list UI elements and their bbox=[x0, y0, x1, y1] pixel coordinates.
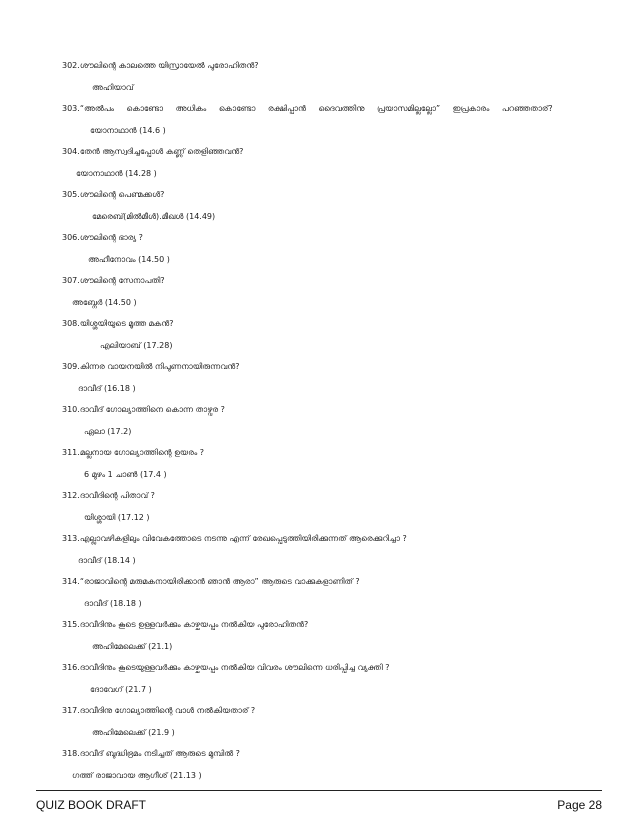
quiz-answer: അബ്നേർ (14.50 ) bbox=[72, 298, 137, 307]
quiz-answer: ദോവേഗ് (21.7 ) bbox=[90, 685, 152, 694]
quiz-answer: ദാവീദ് (18.14 ) bbox=[78, 556, 136, 565]
spacer bbox=[62, 416, 582, 426]
spacer bbox=[62, 717, 582, 727]
quiz-question: 304.തേൻ ആസ്വദിച്ചപ്പോൾ കണ്ണ് തെളിഞ്ഞവൻ? bbox=[62, 147, 244, 156]
spacer bbox=[62, 524, 582, 533]
quiz-question: 314.“രാജാവിന്റെ മരുമകനായിരിക്കാൻ ഞാൻ ആരാ” ആരുടെ വാക്കുകളാണിത് ? bbox=[62, 577, 360, 586]
quiz-question: 312.ദാവീദിന്റെ പിതാവ് ? bbox=[62, 491, 155, 500]
spacer bbox=[62, 373, 582, 383]
footer-divider bbox=[36, 790, 602, 791]
spacer bbox=[62, 739, 582, 748]
spacer bbox=[62, 266, 582, 275]
spacer bbox=[62, 244, 582, 254]
spacer bbox=[62, 438, 582, 447]
quiz-question: 308.യിശ്ശയിയുടെ മൂത്ത മകൻ? bbox=[62, 319, 174, 328]
quiz-question: 310.ദാവീദ് ഗോല്യാത്തിനെ കൊന്ന താഴ്വര ? bbox=[62, 405, 225, 414]
quiz-answer: എലിയാബ് (17.28) bbox=[100, 341, 173, 350]
footer-title: QUIZ BOOK DRAFT bbox=[36, 798, 147, 812]
quiz-answer: ഏലാ (17.2) bbox=[84, 427, 132, 436]
spacer bbox=[62, 674, 582, 684]
quiz-question: 316.ദാവീദിനും കൂടെയുള്ളവർക്കും കാഴ്ചയപ്പം നൽകിയ വിവരം ശൗലിന്നെ ധരിപ്പിച്ച വ്യക്തി ? bbox=[62, 663, 390, 672]
spacer bbox=[62, 631, 582, 641]
quiz-question: 315.ദാവീദിനും കൂടെ ഉള്ളവർക്കും കാഴ്ചയപ്പം നൽകിയ പുരോഹിതൻ? bbox=[62, 620, 309, 629]
spacer bbox=[62, 94, 582, 103]
quiz-answer: മേരെബ്(മിൽമീൾ).മീഖൾ (14.49) bbox=[92, 212, 216, 221]
spacer bbox=[62, 201, 582, 211]
spacer bbox=[62, 567, 582, 576]
quiz-answer: യോനാഥാൻ (14.6 ) bbox=[90, 126, 166, 135]
quiz-answer: അഹിമേലെക്ക് (21.1) bbox=[92, 642, 173, 651]
spacer bbox=[62, 223, 582, 232]
quiz-question: 303.“അൽപം കൊണ്ടോ അധികം കൊണ്ടോ രക്ഷിപ്പാൻ ദൈവത്തിനു പ്രയാസമില്ലല്ലോ” ഇപ്രകാരം പറഞ്ഞതാര്? bbox=[62, 104, 553, 113]
spacer bbox=[62, 653, 582, 662]
quiz-answer: ദാവീദ് (16.18 ) bbox=[78, 384, 136, 393]
quiz-answer: അഹിമേലെക്ക് (21.9 ) bbox=[92, 728, 175, 737]
quiz-question: 306.ശൗലിന്റെ ഭാര്യ ? bbox=[62, 233, 143, 242]
quiz-answer: ദാവീദ് (18.18 ) bbox=[84, 599, 142, 608]
spacer bbox=[62, 696, 582, 705]
quiz-question: 307.ശൗലിന്റെ സേനാപതി? bbox=[62, 276, 165, 285]
quiz-answer: യോനാഥാൻ (14.28 ) bbox=[76, 169, 157, 178]
spacer bbox=[62, 72, 582, 82]
spacer bbox=[62, 180, 582, 189]
quiz-question: 313.എല്ലാവഴികളിലും വിവേകത്തോടെ നടന്നു എന്ന് രേഖപ്പെടുത്തിയിരിക്കുന്നത് ആരെക്കുറിച്ചാ ? bbox=[62, 534, 407, 543]
quiz-question: 302.ശൗലിന്റെ കാലത്തെ യിസ്രായേൽ പുരോഹിതൻ? bbox=[62, 61, 259, 70]
quiz-question: 311.മല്ലനായ ഗോല്യാത്തിന്റെ ഉയരം ? bbox=[62, 448, 204, 457]
quiz-answer: 6 മുഴം 1 ചാൺ (17.4 ) bbox=[84, 470, 167, 479]
spacer bbox=[62, 760, 582, 770]
quiz-answer: ഗത്ത് രാജാവായ ആഗീശ് (21.13 ) bbox=[72, 771, 202, 780]
spacer bbox=[62, 481, 582, 490]
spacer bbox=[62, 502, 582, 512]
quiz-content bbox=[62, 60, 582, 791]
spacer bbox=[62, 395, 582, 404]
quiz-question: 317.ദാവീദിനു ഗോല്യാത്തിന്റെ വാൾ നൽകിയതാര് ? bbox=[62, 706, 256, 715]
spacer bbox=[62, 137, 582, 146]
spacer bbox=[62, 352, 582, 361]
spacer bbox=[62, 309, 582, 318]
quiz-answer: അഹീനോവം (14.50 ) bbox=[88, 255, 170, 264]
quiz-question: 305.ശൗലിന്റെ പെണ്മക്കൾ? bbox=[62, 190, 165, 199]
quiz-question: 318.ദാവീദ് ബുദ്ധിഭ്രമം നടിച്ചത് ആരുടെ മുമ്പിൽ ? bbox=[62, 749, 240, 758]
quiz-question: 309.കിന്നര വായനയിൽ നിപുണനായിരുന്നവൻ? bbox=[62, 362, 240, 371]
spacer bbox=[62, 459, 582, 469]
spacer bbox=[62, 158, 582, 168]
quiz-answer: അഹിയാവ് bbox=[92, 83, 134, 92]
spacer bbox=[62, 545, 582, 555]
quiz-answer: യിശ്ശായി (17.12 ) bbox=[84, 513, 150, 522]
spacer bbox=[62, 610, 582, 619]
page-number: Page 28 bbox=[557, 798, 602, 812]
spacer bbox=[62, 588, 582, 598]
spacer bbox=[62, 330, 582, 340]
spacer bbox=[62, 287, 582, 297]
spacer bbox=[62, 115, 582, 125]
